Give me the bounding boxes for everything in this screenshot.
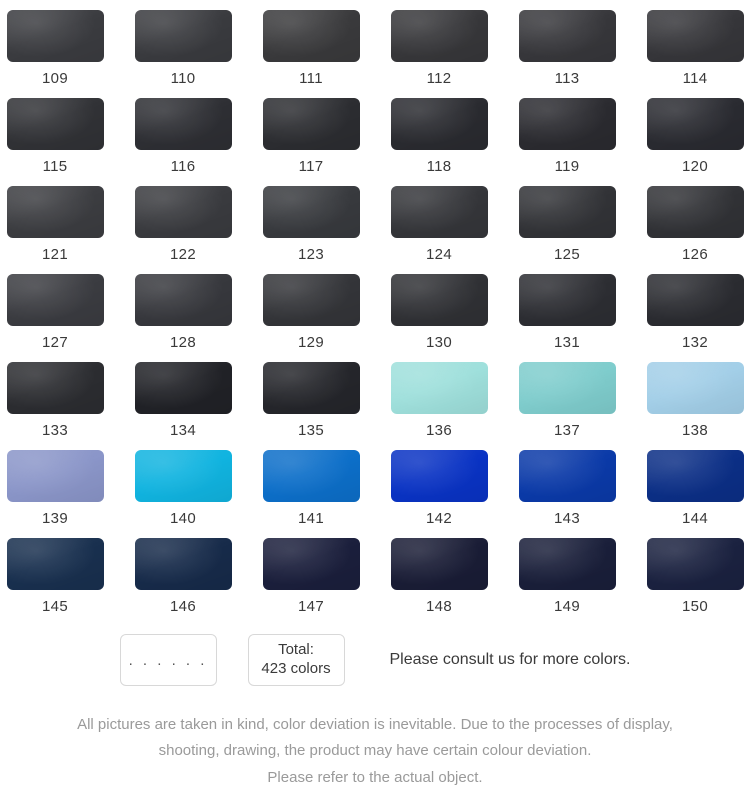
swatch-cell[interactable] <box>382 362 496 450</box>
swatch-code-label: 109 <box>42 70 68 87</box>
swatch-cell[interactable] <box>638 538 750 626</box>
swatch-chip[interactable] <box>263 362 360 414</box>
swatch-code-label: 141 <box>298 510 324 527</box>
swatch-chip[interactable] <box>263 186 360 238</box>
swatch-code-label: 111 <box>299 70 323 87</box>
swatch-chip[interactable] <box>391 186 488 238</box>
swatch-code-label: 131 <box>554 334 580 351</box>
swatch-chip[interactable] <box>519 450 616 502</box>
swatch-chip[interactable] <box>647 450 744 502</box>
swatch-cell[interactable] <box>638 450 750 538</box>
swatch-code-label: 110 <box>170 70 196 87</box>
swatch-code-label: 136 <box>426 422 452 439</box>
swatch-cell[interactable] <box>510 362 624 450</box>
swatch-cell[interactable] <box>126 362 240 450</box>
disclaimer-line-2: shooting, drawing, the product may have certain colour deviation. <box>158 742 592 760</box>
disclaimer-line-1: All pictures are taken in kind, color deviation is inevitable. Due to the processes of display, <box>77 716 673 733</box>
swatch-chip[interactable] <box>7 450 104 502</box>
swatch-chip[interactable] <box>647 362 744 414</box>
swatch-chip[interactable] <box>647 274 744 326</box>
swatch-code-label: 119 <box>554 158 580 175</box>
swatch-chip[interactable] <box>135 98 232 150</box>
swatch-cell[interactable] <box>126 98 240 186</box>
swatch-chip[interactable] <box>135 186 232 238</box>
disclaimer-line-3: Please refer to the actual object. <box>267 768 483 786</box>
swatch-code-label: 140 <box>170 510 196 527</box>
swatch-cell[interactable] <box>510 450 624 538</box>
swatch-code-label: 144 <box>682 510 708 527</box>
swatch-code-label: 145 <box>42 598 68 615</box>
swatch-code-label: 134 <box>170 422 196 439</box>
ellipsis-icon: . . . . . . <box>128 651 208 669</box>
swatch-chip[interactable] <box>7 362 104 414</box>
swatch-cell[interactable] <box>510 538 624 626</box>
swatch-cell[interactable] <box>254 186 368 274</box>
swatch-code-label: 124 <box>426 246 452 263</box>
swatch-code-label: 118 <box>426 158 452 175</box>
swatch-code-label: 115 <box>42 158 68 175</box>
swatch-chip[interactable] <box>263 98 360 150</box>
swatch-cell[interactable] <box>0 186 112 274</box>
swatch-cell[interactable] <box>382 98 496 186</box>
swatch-chip[interactable] <box>391 538 488 590</box>
swatch-cell[interactable] <box>510 10 624 98</box>
swatch-chip[interactable] <box>135 10 232 62</box>
swatch-code-label: 133 <box>42 422 68 439</box>
swatch-cell[interactable] <box>638 186 750 274</box>
swatch-code-label: 142 <box>426 510 452 527</box>
swatch-chip[interactable] <box>647 186 744 238</box>
swatch-cell[interactable] <box>126 450 240 538</box>
swatch-cell[interactable] <box>126 186 240 274</box>
swatch-cell[interactable] <box>254 98 368 186</box>
total-label: Total: <box>278 641 314 659</box>
swatch-cell[interactable] <box>638 274 750 362</box>
swatch-chip[interactable] <box>263 10 360 62</box>
swatch-code-label: 114 <box>682 70 708 87</box>
swatch-cell[interactable] <box>126 538 240 626</box>
swatch-code-label: 139 <box>42 510 68 527</box>
swatch-cell[interactable] <box>254 450 368 538</box>
swatch-chip[interactable] <box>135 538 232 590</box>
swatch-code-label: 135 <box>298 422 324 439</box>
swatch-code-label: 126 <box>682 246 708 263</box>
swatch-cell[interactable] <box>638 10 750 98</box>
swatch-cell[interactable] <box>254 538 368 626</box>
swatch-cell[interactable] <box>638 98 750 186</box>
swatch-cell[interactable] <box>0 10 112 98</box>
swatch-cell[interactable] <box>638 362 750 450</box>
footer-row <box>30 634 720 686</box>
swatch-chip[interactable] <box>519 98 616 150</box>
swatch-code-label: 121 <box>42 246 68 263</box>
swatch-code-label: 128 <box>170 334 196 351</box>
swatch-code-label: 113 <box>554 70 580 87</box>
swatch-grid <box>30 10 720 626</box>
swatch-chip[interactable] <box>263 538 360 590</box>
swatch-chip[interactable] <box>391 274 488 326</box>
swatch-code-label: 117 <box>298 158 324 175</box>
swatch-cell[interactable] <box>382 186 496 274</box>
swatch-chip[interactable] <box>519 274 616 326</box>
swatch-cell[interactable] <box>510 186 624 274</box>
swatch-cell[interactable] <box>382 10 496 98</box>
swatch-code-label: 125 <box>554 246 580 263</box>
swatch-cell[interactable] <box>0 274 112 362</box>
swatch-code-label: 132 <box>682 334 708 351</box>
swatch-chip[interactable] <box>391 362 488 414</box>
swatch-code-label: 127 <box>42 334 68 351</box>
swatch-cell[interactable] <box>382 450 496 538</box>
swatch-code-label: 137 <box>554 422 580 439</box>
swatch-cell[interactable] <box>382 274 496 362</box>
swatch-code-label: 112 <box>426 70 452 87</box>
swatch-chip[interactable] <box>519 186 616 238</box>
swatch-cell[interactable] <box>0 98 112 186</box>
swatch-chip[interactable] <box>391 450 488 502</box>
swatch-cell[interactable] <box>382 538 496 626</box>
swatch-chip[interactable] <box>7 538 104 590</box>
swatch-code-label: 148 <box>426 598 452 615</box>
swatch-code-label: 123 <box>298 246 324 263</box>
swatch-code-label: 149 <box>554 598 580 615</box>
swatch-chip[interactable] <box>391 10 488 62</box>
swatch-chip[interactable] <box>7 98 104 150</box>
swatch-code-label: 120 <box>682 158 708 175</box>
more-colors-placeholder-box <box>120 634 217 686</box>
swatch-cell[interactable] <box>126 274 240 362</box>
swatch-cell[interactable] <box>0 450 112 538</box>
swatch-code-label: 146 <box>170 598 196 615</box>
swatch-code-label: 147 <box>298 598 324 615</box>
swatch-cell[interactable] <box>0 538 112 626</box>
swatch-code-label: 129 <box>298 334 324 351</box>
swatch-code-label: 138 <box>682 422 708 439</box>
swatch-code-label: 150 <box>682 598 708 615</box>
swatch-code-label: 143 <box>554 510 580 527</box>
swatch-code-label: 130 <box>426 334 452 351</box>
swatch-code-label: 122 <box>170 246 196 263</box>
swatch-chip[interactable] <box>135 274 232 326</box>
consult-note: Please consult us for more colors. <box>389 651 631 668</box>
swatch-chip[interactable] <box>7 10 104 62</box>
swatch-chip[interactable] <box>391 98 488 150</box>
swatch-cell[interactable] <box>510 98 624 186</box>
swatch-chip[interactable] <box>135 450 232 502</box>
swatch-cell[interactable] <box>0 362 112 450</box>
swatch-chip[interactable] <box>135 362 232 414</box>
swatch-chip[interactable] <box>7 186 104 238</box>
swatch-chip[interactable] <box>519 10 616 62</box>
swatch-cell[interactable] <box>254 10 368 98</box>
swatch-chip[interactable] <box>263 450 360 502</box>
swatch-cell[interactable] <box>126 10 240 98</box>
swatch-chip[interactable] <box>519 538 616 590</box>
total-count: 423 colors <box>261 660 331 677</box>
total-colors-box <box>248 634 345 686</box>
swatch-chip[interactable] <box>263 274 360 326</box>
swatch-chip[interactable] <box>7 274 104 326</box>
swatch-cell[interactable] <box>254 362 368 450</box>
swatch-chip[interactable] <box>647 538 744 590</box>
swatch-chip[interactable] <box>647 10 744 62</box>
swatch-chip[interactable] <box>647 98 744 150</box>
disclaimer <box>30 712 720 791</box>
swatch-cell[interactable] <box>510 274 624 362</box>
swatch-code-label: 116 <box>170 158 196 175</box>
swatch-chip[interactable] <box>519 362 616 414</box>
swatch-cell[interactable] <box>254 274 368 362</box>
